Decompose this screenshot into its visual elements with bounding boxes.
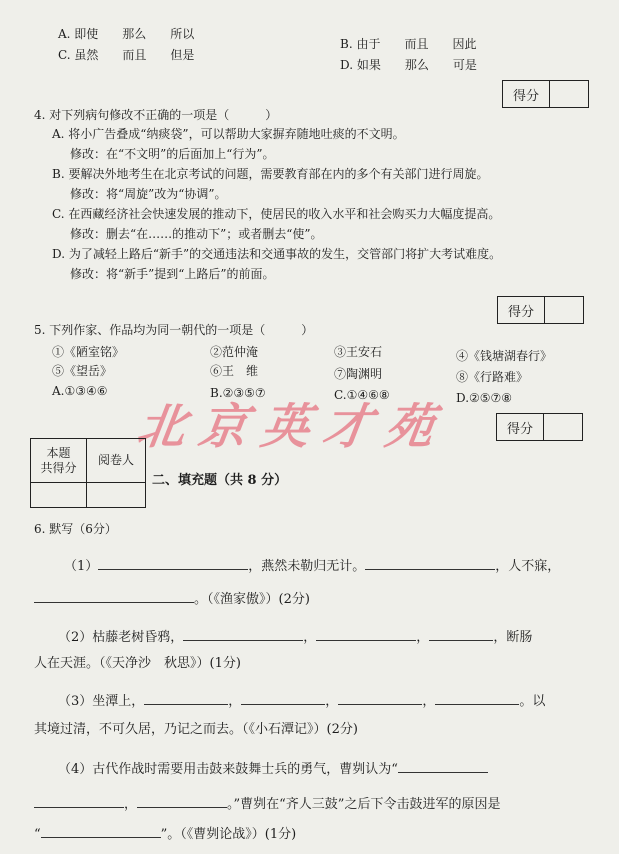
- q6-2-comma: ，: [303, 630, 317, 645]
- score-blank[interactable]: [550, 81, 588, 107]
- answer-blank[interactable]: [137, 795, 227, 808]
- grade-table-grader-cell[interactable]: [87, 483, 145, 507]
- score-blank[interactable]: [545, 297, 583, 323]
- q4-a: A. 将小广告叠成“纳痰袋”，可以帮助大家摒弃随地吐痰的不文明。: [52, 127, 405, 141]
- q6-stem: 6. 默写（6分）: [34, 522, 117, 536]
- q5-stem: 5. 下列作家、作品均为同一朝代的一项是（ ）: [34, 323, 314, 337]
- grade-table-total-cell[interactable]: [31, 483, 87, 507]
- answer-blank[interactable]: [435, 692, 519, 705]
- q4-b-fix: 修改：将“周旋”改为“协调”。: [70, 187, 227, 201]
- q6-1-line1: [64, 557, 560, 575]
- q5-item-8: ⑧《行路难》: [456, 370, 529, 384]
- q3-option-d: D. 如果 那么 可是: [340, 58, 477, 72]
- q4-b: B. 要解决外地考生在北京考试的问题，需要教育部在内的多个有关部门进行周旋。: [52, 167, 489, 181]
- q6-3-text: （3）坐潭上，: [58, 694, 145, 709]
- score-box-1: [502, 80, 589, 108]
- q5-choice-b: B.②③⑤⑦: [210, 386, 266, 400]
- q6-1-source: 。（《渔家傲》）(2分): [194, 592, 310, 607]
- q6-3-line1: [58, 692, 545, 710]
- q4-stem: 4. 对下列病句修改不正确的一项是（ ）: [34, 108, 278, 122]
- q4-d-fix: 修改：将“新手”提到“上路后”的前面。: [70, 267, 275, 281]
- score-box-2: [497, 296, 584, 324]
- q6-4-text2: 。”曹刿在“齐人三鼓”之后下令击鼓进军的原因是: [227, 797, 501, 812]
- q5-choice-a: A.①③④⑥: [52, 384, 108, 398]
- score-label: 得分: [498, 297, 545, 323]
- score-label: 得分: [497, 414, 544, 440]
- q5-item-2: ②范仲淹: [210, 345, 259, 359]
- q5-item-6: ⑥王 维: [210, 364, 259, 378]
- answer-blank[interactable]: [316, 628, 416, 641]
- answer-blank[interactable]: [34, 590, 194, 603]
- q6-4-comma: ，: [124, 797, 138, 812]
- watermark-stamp: 北京英才苑: [133, 399, 452, 455]
- answer-blank[interactable]: [144, 692, 228, 705]
- answer-blank[interactable]: [241, 692, 325, 705]
- q4-a-fix: 修改：在“不文明”的后面加上“行为”。: [70, 147, 275, 161]
- q4-c: C. 在西藏经济社会快速发展的推动下，使居民的收入水平和社会购买力大幅度提高。: [52, 207, 501, 221]
- q4-d: D. 为了减轻上路后“新手”的交通违法和交通事故的发生，交管部门将扩大考试难度。: [52, 247, 502, 261]
- section-title: 二、填充题（共 8 分）: [152, 473, 288, 488]
- q6-2-comma2: ，: [416, 630, 430, 645]
- answer-blank[interactable]: [429, 628, 493, 641]
- q6-3-line2: 其境过清，不可久居，乃记之而去。（《小石潭记》）(2分): [34, 722, 358, 737]
- q5-item-7: ⑦陶渊明: [334, 367, 383, 381]
- q6-4-line3: [34, 825, 296, 843]
- score-blank[interactable]: [544, 414, 582, 440]
- q6-4-text: （4）古代作战时需要用击鼓来鼓舞士兵的勇气，曹刿认为“: [58, 762, 398, 777]
- answer-blank[interactable]: [98, 557, 248, 570]
- q6-4-source: ”。（《曹刿论战》）(1分): [160, 827, 297, 842]
- q5-item-4: ④《钱塘湖春行》: [456, 349, 553, 363]
- answer-blank[interactable]: [338, 692, 422, 705]
- answer-blank[interactable]: [365, 557, 495, 570]
- grade-table-total-label: 本题 共得分: [31, 439, 87, 483]
- answer-blank[interactable]: [41, 825, 161, 838]
- grade-table-grader-label: 阅卷人: [87, 439, 145, 483]
- q6-1-text: ，燕然未勒归无计。: [248, 559, 366, 574]
- answer-blank[interactable]: [183, 628, 303, 641]
- score-box-3: [496, 413, 583, 441]
- q3-option-a: A. 即使 那么 所以: [58, 27, 195, 41]
- q3-option-c: C. 虽然 而且 但是: [58, 48, 195, 62]
- score-label: 得分: [503, 81, 550, 107]
- q6-4-line1: [58, 760, 488, 778]
- q6-4-quote: “: [34, 827, 41, 842]
- grade-table: [30, 438, 146, 508]
- q6-1-line2: [34, 590, 310, 608]
- q6-1-label: （1）: [64, 559, 99, 574]
- q6-2-line1: [58, 628, 532, 646]
- q6-2-text2: ，断肠: [493, 630, 533, 645]
- q5-item-1: ①《陋室铭》: [52, 345, 125, 359]
- q3-option-b: B. 由于 而且 因此: [340, 37, 477, 51]
- q6-3-comma: ，: [228, 694, 242, 709]
- q6-1-text2: ，人不寐，: [495, 559, 561, 574]
- q6-3-comma3: ，: [422, 694, 436, 709]
- q4-c-fix: 修改：删去“在……的推动下”；或者删去“使”。: [70, 227, 323, 241]
- q5-choice-d: D.②⑤⑦⑧: [456, 391, 513, 405]
- q5-item-3: ③王安石: [334, 345, 383, 359]
- q6-3-comma2: ，: [325, 694, 339, 709]
- q6-3-text2: 。以: [519, 694, 546, 709]
- answer-blank[interactable]: [34, 795, 124, 808]
- q6-2-text: （2）枯藤老树昏鸦，: [58, 630, 184, 645]
- q5-item-5: ⑤《望岳》: [52, 364, 113, 378]
- q5-choice-c: C.①④⑥⑧: [334, 388, 390, 402]
- q6-2-line2: 人在天涯。（《天净沙 秋思》）(1分): [34, 656, 241, 671]
- answer-blank[interactable]: [398, 760, 488, 773]
- q6-4-line2: [34, 795, 500, 813]
